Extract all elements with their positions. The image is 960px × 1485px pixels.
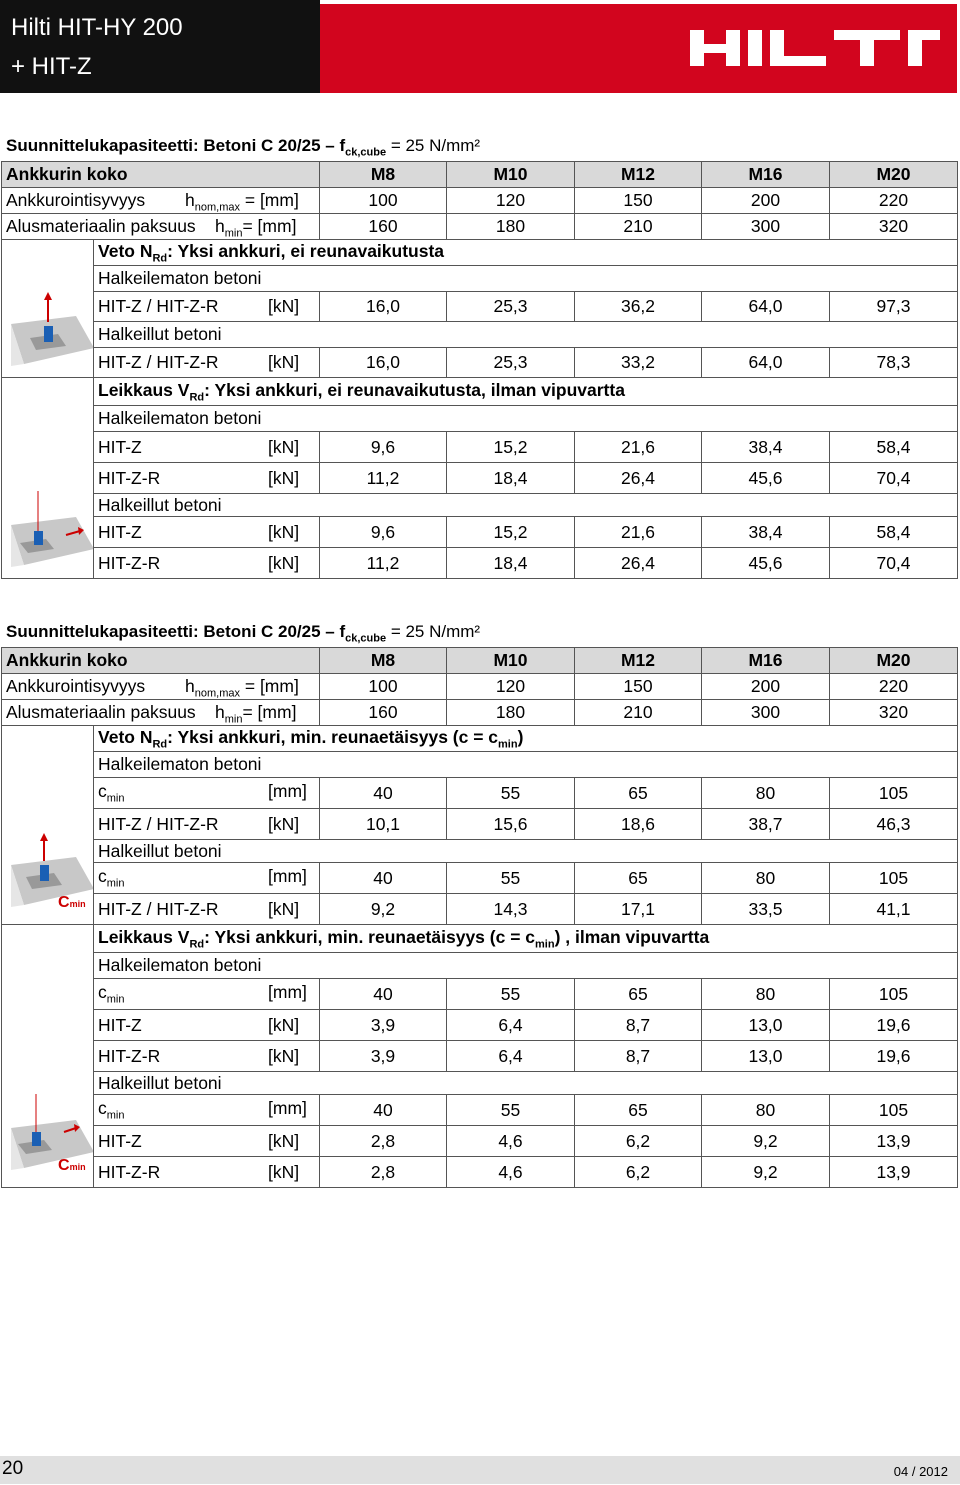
table2-size-row: Ankkurin koko M8 M10 M12 M16 M20 <box>2 648 958 674</box>
table2-shear-cracked-cmin: $c_{min}$ [mm] 40 55 65 80 105 <box>2 1095 958 1126</box>
table2-title: Suunnittelukapasiteetti: Betoni C $20/25 - f_{ck,cube} = 25$ N/mm² <box>6 622 481 645</box>
table2-shear-cracked-z: HIT-Z [kN] 2,8 4,6 6,2 9,2 13,9 <box>2 1126 958 1157</box>
table2: Ankkurin koko M8 M10 M12 M16 M20 Ankkurointisyvyys $h_{nom,max} = [mm]$ 100 120 150 200 220 Alusmateriaalin paksuus $h_{min}= [mm]$ 160 180 210 300 320 Cmin Veto $N_{Rd}$: Yksi ankkuri, min. reunaetäisyys $(c = c_{min})$ Halkeilematon betoni $c_{min}$ [mm] 40 55 65 80 105 HIT-Z / HIT-Z-R [kN] 10,1 15,6 18,6 38,7 46,3 Halkeillut betoni $c_{min}$ [mm] 40 55 65 80 105 HIT-Z / HIT-Z-R [kN] 9,2 14,3 17,1 33,5 41,1 Cmin Leikkaus $V_{Rd}$: Yksi ankkuri, min. reunaetäisyys $(c = c_{min})$ , ilman vipuvartta Halkeilematon betoni $c_{min}$ [mm] 40 55 65 80 105 HIT-Z [kN] 3,9 6,4 8,7 13,0 19,6 HIT-Z-R [kN] 3,9 6,4 8,7 13,0 19,6 Halkeillut betoni $c_{min}$ [mm] 40 55 65 80 105 HIT-Z [kN] 2,8 4,6 6,2 9,2 13,9 HIT-Z-R [kN] 2,8 4,6 6,2 9,2 13,9 <box>1 647 958 1188</box>
table1-shear-cracked-zr: HIT-Z-R [kN] 11,2 18,4 26,4 45,6 70,4 <box>2 548 958 579</box>
table1-tension-uncracked-row: HIT-Z / HIT-Z-R [kN] 16,0 25,3 36,2 64,0 97,3 <box>2 292 958 322</box>
table1-shear-heading: Leikkaus $V_{Rd}$: Yksi ankkuri, ei reunavaikutusta, ilman vipuvartta <box>2 378 958 406</box>
table1-depth-row: Ankkurointisyvyys $h_{nom,max} = [mm]$ 100 120 150 200 220 <box>2 188 958 214</box>
shear-diagram-icon <box>6 487 94 573</box>
shear-anchor-diagram <box>2 378 94 579</box>
tension-anchor-diagram <box>2 240 94 378</box>
table2-tension-uncracked-cmin: $c_{min}$ [mm] 40 55 65 80 105 <box>2 778 958 809</box>
table2-tension-cracked-values: HIT-Z / HIT-Z-R [kN] 9,2 14,3 17,1 33,5 41,1 <box>2 894 958 925</box>
tension-edge-diagram-icon <box>6 829 94 919</box>
header-title-line2: + HIT-Z <box>11 53 92 80</box>
table1-size-row: Ankkurin koko M8 M10 M12 M16 M20 <box>2 162 958 188</box>
table2-shear-heading: Cmin Leikkaus $V_{Rd}$: Yksi ankkuri, min. reunaetäisyys $(c = c_{min})$ , ilman vipuvartta <box>2 925 958 953</box>
table1-tension-heading: Veto $N_{Rd}$: Yksi ankkuri, ei reunavaikutusta <box>2 240 958 266</box>
table1-tension-cracked-row: HIT-Z / HIT-Z-R [kN] 16,0 25,3 33,2 64,0 78,3 <box>2 348 958 378</box>
table2-depth-row: Ankkurointisyvyys $h_{nom,max} = [mm]$ 100 120 150 200 220 <box>2 674 958 700</box>
table1: Ankkurin koko M8 M10 M12 M16 M20 Ankkurointisyvyys $h_{nom,max} = [mm]$ 100 120 150 200 220 Alusmateriaalin paksuus $h_{min}= [mm]$ 160 180 210 300 320 Veto $N_{Rd}$: Yksi ankkuri, ei reunavaikutusta Halkeilematon betoni HIT-Z / HIT-Z-R [kN] 16,0 25,3 36,2 64,0 97,3 Halkeillut betoni HIT-Z / HIT-Z-R [kN] 16,0 25,3 33,2 64,0 78,3 Leikkaus $V_{Rd}$: Yksi ankkuri, ei reunavaikutusta, ilman vipuvartta Halkeilematon betoni HIT-Z [kN] 9,6 15,2 21,6 38,4 58,4 HIT-Z-R [kN] 11,2 18,4 26,4 45,6 70,4 Halkeillut betoni HIT-Z [kN] 9,6 15,2 21,6 38,4 58,4 HIT-Z-R [kN] 11,2 18,4 26,4 45,6 70,4 <box>1 161 958 579</box>
table2-thickness-row: Alusmateriaalin paksuus $h_{min}= [mm]$ 160 180 210 300 320 <box>2 700 958 726</box>
tension-diagram-icon <box>6 286 94 372</box>
table1-shear-cracked-z: HIT-Z [kN] 9,6 15,2 21,6 38,4 58,4 <box>2 517 958 548</box>
header-title-line1: Hilti HIT-HY 200 <box>11 14 183 41</box>
table2-tension-heading: Cmin Veto $N_{Rd}$: Yksi ankkuri, min. reunaetäisyys $(c = c_{min})$ <box>2 726 958 752</box>
table2-shear-uncracked-zr: HIT-Z-R [kN] 3,9 6,4 8,7 13,0 19,6 <box>2 1041 958 1072</box>
footer-date: 04 / 2012 <box>893 1464 948 1479</box>
svg-text:Cmin: Cmin <box>58 1157 86 1174</box>
table2-shear-uncracked-cmin: $c_{min}$ [mm] 40 55 65 80 105 <box>2 979 958 1010</box>
table1-cracked-heading: Halkeillut betoni <box>94 322 958 348</box>
table1-thickness-row: Alusmateriaalin paksuus $h_{min}= [mm]$ 160 180 210 300 320 <box>2 214 958 240</box>
table2-tension-cracked-cmin: $c_{min}$ [mm] 40 55 65 80 105 <box>2 863 958 894</box>
tension-edge-diagram <box>2 726 94 925</box>
footer-bar <box>0 1456 960 1484</box>
table2-shear-uncracked-z: HIT-Z [kN] 3,9 6,4 8,7 13,0 19,6 <box>2 1010 958 1041</box>
hilti-logo <box>690 30 940 66</box>
table1-shear-uncracked-z: HIT-Z [kN] 9,6 15,2 21,6 38,4 58,4 <box>2 432 958 463</box>
svg-text:Cmin: Cmin <box>58 894 86 911</box>
table2-tension-uncracked-values: HIT-Z / HIT-Z-R [kN] 10,1 15,6 18,6 38,7 46,3 <box>2 809 958 840</box>
table2-shear-cracked-zr: HIT-Z-R [kN] 2,8 4,6 6,2 9,2 13,9 <box>2 1157 958 1188</box>
table1-title: Suunnittelukapasiteetti: Betoni C $20/25 - f_{ck,cube} = 25$ N/mm² <box>6 136 481 159</box>
page-number: 20 <box>2 1458 24 1479</box>
table1-shear-uncracked-zr: HIT-Z-R [kN] 11,2 18,4 26,4 45,6 70,4 <box>2 463 958 494</box>
shear-edge-diagram-icon <box>6 1092 94 1182</box>
table1-uncracked-heading: Halkeilematon betoni <box>94 266 958 292</box>
shear-edge-diagram <box>2 925 94 1188</box>
